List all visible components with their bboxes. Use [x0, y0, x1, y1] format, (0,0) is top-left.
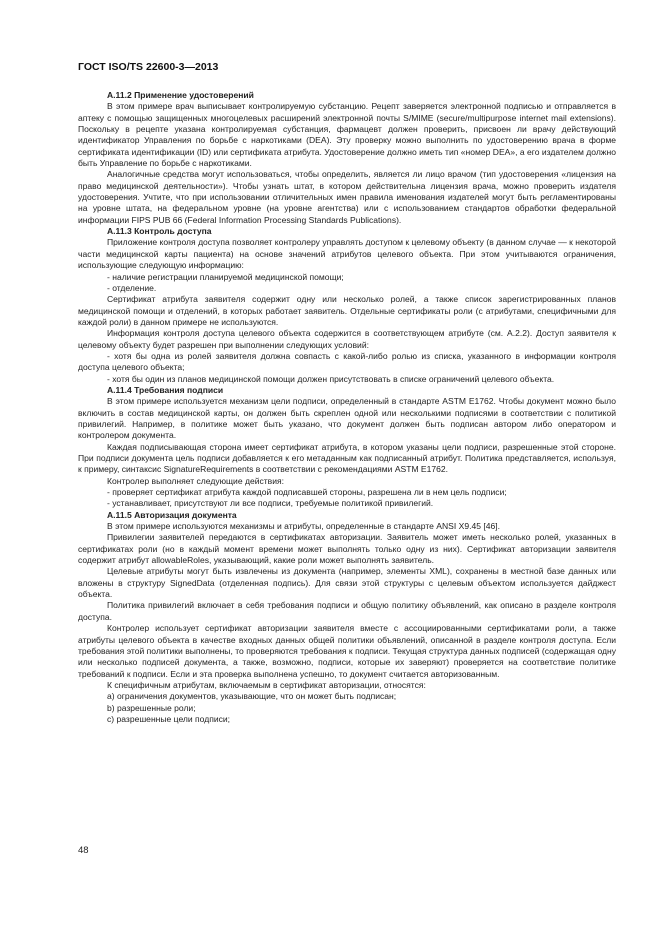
section-heading: A.11.2 Применение удостоверений: [107, 90, 254, 100]
paragraph: Целевые атрибуты могут быть извлечены из документа (например, элементы XML), сохранены в местной базе данных или вложены в структуру SignedData (отделенная подпись). Для связи этой структуры с целевым объектом используется дайджест объекта.: [78, 566, 616, 600]
list-item: a) ограничения документов, указывающие, что он может быть подписан;: [107, 691, 397, 702]
section-heading: A.11.3 Контроль доступа: [107, 226, 212, 237]
paragraph: Приложение контроля доступа позволяет контролеру управлять доступом к целевому объекту (в данном случае — к некоторой части медицинской карты пациента) на основе значений атрибутов целевого объекта. При этом учитываются ограничения, использующие следующую информацию:: [78, 237, 616, 271]
paragraph: - хотя бы одна из ролей заявителя должна совпасть с какой-либо ролью из списка, указанного в информации контроля доступа целевого объекта;: [78, 350, 616, 373]
list-item: - отделение.: [107, 282, 157, 293]
list-item: - наличие регистрации планируемой медицинской помощи;: [107, 271, 344, 282]
paragraph: - хотя бы один из планов медицинской помощи должен присутствовать в списке ограничений целевого объекта.: [107, 373, 555, 384]
paragraph: В этом примере используется механизм цели подписи, определенный в стандарте ASTM E1762. Чтобы документ можно было включить в состав медицинской карты, он должен быть скреплен одной или несколькими подписями в соответствии с политикой привилегий. Например, в политике может быть указано, что документ должен быть подписан автором либо оператором и контролером документа.: [78, 396, 616, 441]
paragraph: В этом примере врач выписывает контролируемую субстанцию. Рецепт заверяется электронной подписью и отправляется в аптеку с помощью защищенных многоцелевых расширений электронной почты S/MIME (secure/multipurpose internet mail extensions). Поскольку в рецепте указана контролируемая субстанция, фармацевт должен проверить, присвоен ли врачу действующий идентификатор Управления по борьбе с наркотиками (DEA). Эту проверку можно выполнить по удостоверению врача в форме сертификата идентификации (ID) или сертификата атрибута. Удостоверение должно иметь тип «номер DEA», а его издателем должно быть Управление по борьбе с наркотиками.: [78, 101, 616, 169]
section-heading: A.11.4 Требования подписи: [107, 384, 224, 395]
list-item: - проверяет сертификат атрибута каждой подписавшей стороны, разрешена ли в нем цель подписи;: [107, 487, 507, 498]
paragraph: Информация контроля доступа целевого объекта содержится в соответствующем атрибуте (см. А.2.2). Доступ заявителя к целевому объекту будет разрешен при выполнении следующих условий:: [78, 328, 616, 350]
paragraph: К специфичным атрибутам, включаемым в сертификат авторизации, относятся:: [107, 679, 426, 690]
document-header: ГОСТ ISO/TS 22600-3—2013: [78, 61, 219, 73]
paragraph: Сертификат атрибута заявителя содержит одну или несколько ролей, а также список зарегистрированных планов медицинской помощи и отделений, в которых работает заявитель. Отдельные сертификаты роли (с атрибутами, специфичными для каждой роли) в данном примере не используются.: [78, 294, 616, 327]
document-body: [78, 90, 616, 725]
paragraph: Контролер использует сертификат авторизации заявителя вместе с ассоциированными сертификатами роли, а также атрибуты целевого объекта в качестве входных данных общей политики объявлений, описанной в разделе контроля доступа. Если требования этой политики выполнены, то проверяются требования к подписи. Текущая структура данных подписей (содержащая одну или несколько подписей документа, а также, возможно, подписи, которые их заверяют) проверяется на соответствие политике требований к подписи. Если и эта проверка выполнена успешно, то документ считается авторизованным.: [78, 623, 616, 679]
paragraph: Контролер выполняет следующие действия:: [107, 475, 284, 486]
list-item: b) разрешенные роли;: [107, 702, 196, 713]
paragraph: Политика привилегий включает в себя требования подписи и общую политику объявлений, как описано в разделе контроля доступа.: [78, 600, 616, 622]
paragraph: Аналогичные средства могут использоваться, чтобы определить, является ли лицо врачом (тип удостоверения «лицензия на право медицинской деятельности»). Чтобы узнать штат, в котором действительна лицензия врача, можно проверить издателя удостоверения. Учтите, что при использовании отличительных имен правила именования издателей могут быть регламентированы на уровне штата, на федеральном уровне (на уровне агентства) или с использованием стандартов обработки федеральной информации FIPS PUB 66 (Federal Information Processing Standards Publications).: [78, 169, 616, 225]
paragraph: Каждая подписывающая сторона имеет сертификат атрибута, в котором указаны цели подписи, разрешенные этой стороне. При подписи документа цель подписи добавляется к его метаданным как подписанный атрибут. Политика представляется, используя, к примеру, синтаксис SignatureRequirements в соответствии с рекомендациями ASTM E1762.: [78, 441, 616, 475]
paragraph: В этом примере используются механизмы и атрибуты, определенные в стандарте ANSI X9.45 [46].: [107, 521, 500, 532]
page-number: 48: [78, 845, 89, 856]
list-item: - устанавливает, присутствуют ли все подписи, требуемые политикой привилегий.: [107, 498, 434, 509]
paragraph: Привилегии заявителей передаются в сертификатах авторизации. Заявитель может иметь несколько ролей, указанных в сертификатах роли (но в каждый момент времени может выполнять только одну из них). Сертификат авторизации заявителя содержит атрибут allowableRoles, указывающий, какие роли может выполнять заявитель.: [78, 532, 616, 566]
list-item: c) разрешенные цели подписи;: [107, 713, 231, 724]
section-heading: A.11.5 Авторизация документа: [107, 509, 237, 520]
